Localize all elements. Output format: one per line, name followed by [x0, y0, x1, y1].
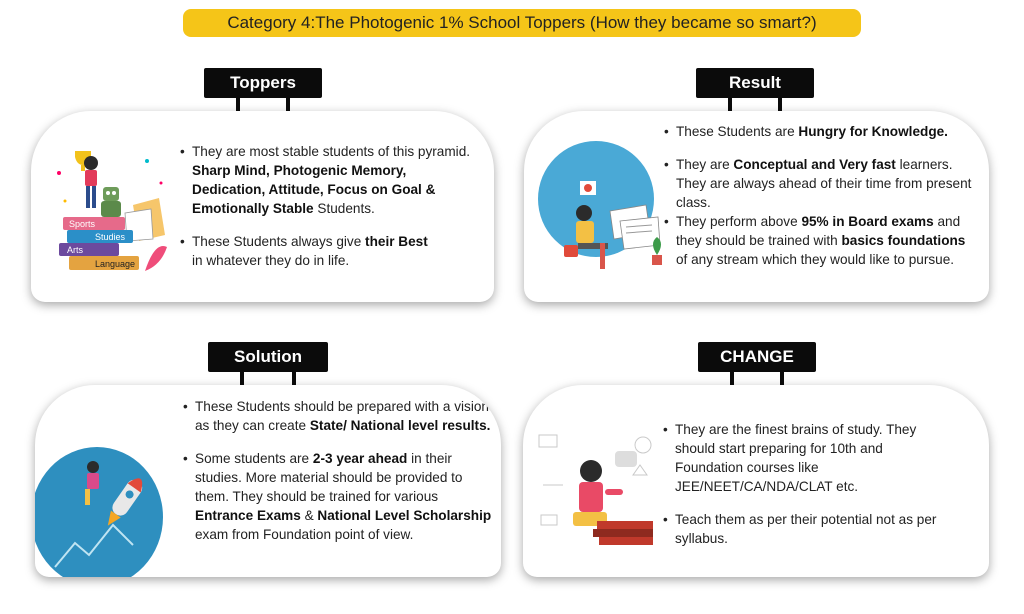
change-bullet-1: • They are the finest brains of study. They should start preparing for 10th and Foundation courses like JEE/NEET/CA/NDA/CLAT etc. — [663, 420, 953, 496]
toppers-label-leg-left — [236, 97, 240, 111]
result-text — [664, 122, 974, 269]
solution-label: Solution — [208, 342, 328, 372]
result-bullet-2: • They are Conceptual and Very fast learners. They are always ahead of their time from present class. — [664, 155, 974, 212]
solution-bullet-1: • These Students should be prepared with a vision as they can create State/ National level results. — [183, 397, 495, 435]
change-label-leg-left — [730, 371, 734, 385]
result-illustration — [534, 141, 674, 281]
book-label-sports: Sports — [69, 219, 96, 229]
result-bullet-3: • They perform above 95% in Board exams and they should be trained with basics foundations of any stream which they would like to pursue. — [664, 212, 974, 269]
change-card — [523, 385, 989, 577]
book-label-studies: Studies — [95, 232, 126, 242]
solution-card — [35, 385, 501, 577]
result-label-leg-left — [728, 97, 732, 111]
toppers-illustration — [41, 143, 171, 283]
result-label: Result — [696, 68, 814, 98]
change-label-leg-right — [780, 371, 784, 385]
toppers-label: Toppers — [204, 68, 322, 98]
result-bullet-1: • These Students are Hungry for Knowledge. — [664, 122, 974, 141]
change-text — [663, 420, 953, 548]
toppers-bullet-2: • These Students always give their Best in whatever they do in life. — [180, 232, 480, 270]
solution-label-leg-left — [240, 371, 244, 385]
change-illustration — [533, 425, 663, 555]
solution-text — [183, 397, 495, 544]
result-card — [524, 111, 989, 302]
result-label-leg-right — [778, 97, 782, 111]
page-title: Category 4:The Photogenic 1% School Toppers (How they became so smart?) — [183, 9, 861, 37]
toppers-bullet-1: • They are most stable students of this pyramid. Sharp Mind, Photogenic Memory, Dedication, Attitude, Focus on Goal & Emotionally Stable Students. — [180, 142, 480, 218]
change-bullet-2: • Teach them as per their potential not as per syllabus. — [663, 510, 953, 548]
change-label: CHANGE — [698, 342, 816, 372]
solution-label-leg-right — [292, 371, 296, 385]
toppers-text — [180, 142, 480, 270]
book-label-arts: Arts — [67, 245, 84, 255]
toppers-card — [31, 111, 494, 302]
solution-illustration — [35, 447, 175, 577]
book-label-language: Language — [95, 259, 136, 269]
solution-bullet-2: • Some students are 2-3 year ahead in their studies. More material should be provided to them. They should be trained for various Entrance Exams & National Level Scholarship exam from Foundation point of view. — [183, 449, 495, 544]
toppers-label-leg-right — [286, 97, 290, 111]
